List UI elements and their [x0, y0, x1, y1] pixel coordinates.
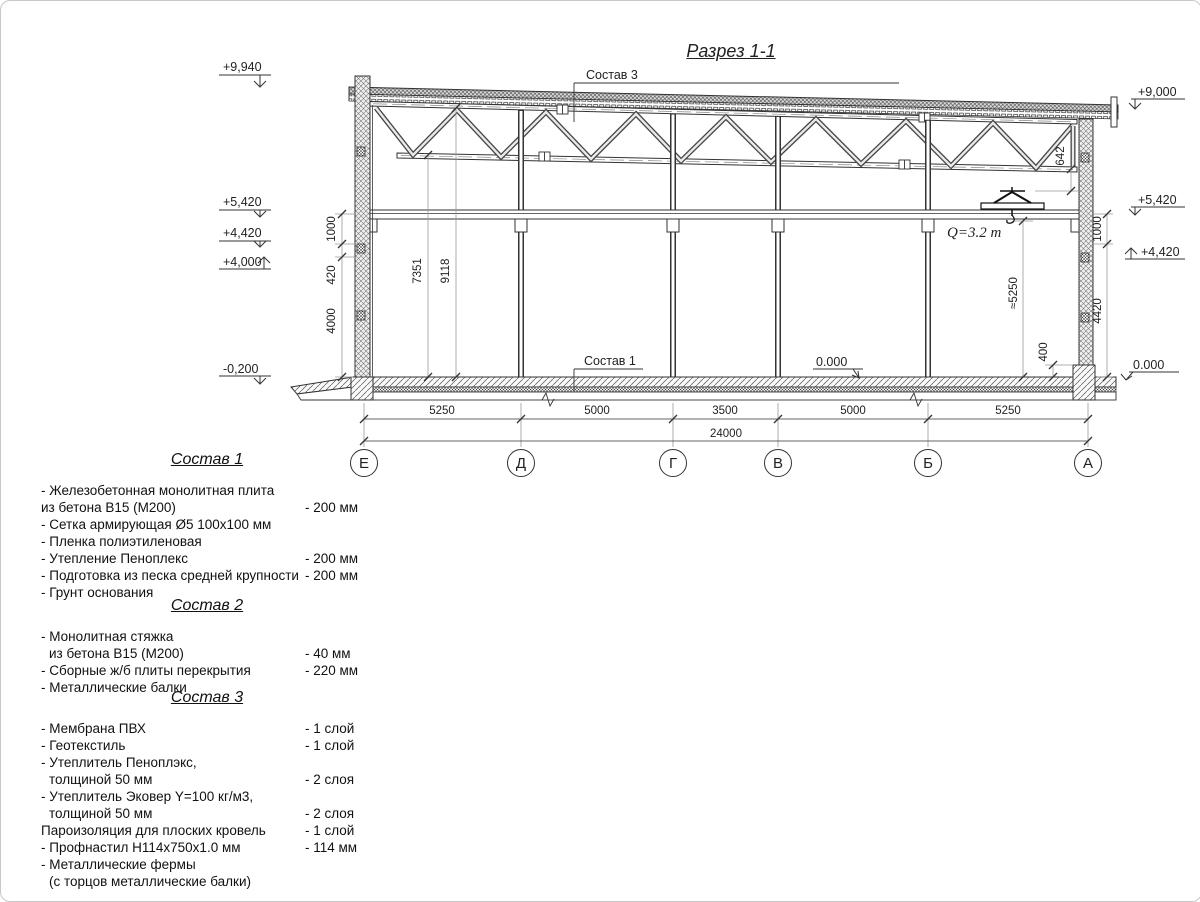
total-dim: 24000: [710, 428, 742, 440]
item-text: из бетона В15 (М200): [41, 500, 176, 515]
item-text: - Грунт основания: [41, 585, 154, 600]
dim-420-left: 420: [326, 265, 338, 285]
item-value: - 200 мм: [305, 551, 359, 566]
dim-400-right: 400: [1038, 342, 1050, 362]
leader-sostav1-text: Состав 1: [584, 354, 636, 368]
elev-9940: +9,940: [223, 60, 262, 74]
item-value: - 114 мм: [305, 840, 358, 855]
left-dim-chain: [326, 210, 355, 381]
list-item: [41, 628, 373, 662]
item-text: - Сборные ж/б плиты перекрытия: [41, 663, 251, 678]
grid-axis-label: Е: [358, 455, 370, 472]
item-value: - 1 слой: [305, 823, 355, 838]
composition-list-3: [41, 689, 373, 890]
list-item: [41, 737, 373, 754]
dim-7351: 7351: [412, 258, 424, 284]
dim-9118: 9118: [440, 258, 452, 284]
span-dim: 5000: [840, 405, 866, 417]
list-item: [41, 567, 373, 584]
item-text: - Подготовка из песка средней крупности: [41, 568, 299, 583]
item-text: - Железобетонная монолитная плита: [41, 483, 275, 498]
item-value: - 40 мм: [305, 646, 351, 661]
list-item: [41, 720, 373, 737]
right-dim-chain: [1038, 210, 1113, 381]
grid-axis-label: Д: [515, 455, 527, 472]
item-text: толщиной 50 мм: [49, 772, 153, 787]
dim-1000-left: 1000: [326, 216, 338, 242]
page-title: Разрез 1-1: [686, 41, 776, 61]
list-item: [41, 822, 373, 839]
item-value: - 1 слой: [305, 738, 355, 753]
item-value: - 2 слоя: [305, 772, 355, 787]
item-value: - 220 мм: [305, 663, 359, 678]
floor-level-mark: [813, 355, 863, 378]
composition-title: Состав 3: [170, 689, 244, 706]
elevation-marks-left: [219, 60, 271, 384]
item-text: Пароизоляция для плоских кровель: [41, 823, 266, 838]
item-text: (с торцов металлические балки): [49, 874, 251, 889]
item-text: - Металлические балки: [41, 680, 187, 695]
item-text: - Утеплитель Эковер Y=100 кг/м3,: [41, 789, 254, 804]
item-text: - Металлические фермы: [41, 857, 196, 872]
dim-hook-height: ≈5250: [1008, 277, 1020, 309]
composition-list-1: [41, 451, 373, 601]
crane-capacity-label: Q=3.2 т: [947, 225, 1002, 241]
elev-4000-left: +4,000: [223, 255, 262, 269]
item-value: - 200 мм: [305, 568, 359, 583]
list-item: [41, 856, 373, 890]
floor-level-text: 0.000: [816, 355, 848, 369]
leader-sostav3-text: Состав 3: [586, 68, 638, 82]
list-item: [41, 533, 373, 550]
right-wall: [1079, 119, 1093, 379]
left-wall: [355, 76, 373, 379]
item-text: - Профнастил Н114х750х1.0 мм: [41, 840, 241, 855]
span-dim: 5250: [995, 405, 1021, 417]
grid-axis-label: Г: [668, 455, 678, 472]
composition-title: Состав 2: [170, 597, 244, 614]
item-value: - 2 слоя: [305, 806, 355, 821]
item-text: - Мембрана ПВХ: [41, 721, 146, 736]
dim-4000-left: 4000: [326, 308, 338, 334]
elev-0000-right: 0.000: [1133, 358, 1165, 372]
item-text: - Геотекстиль: [41, 738, 126, 753]
list-item: [41, 662, 373, 679]
floor-slab: [291, 365, 1116, 406]
section-drawing: [1, 1, 1200, 491]
item-text: - Пленка полиэтиленовая: [41, 534, 202, 549]
grid-axis-label: А: [1082, 455, 1094, 472]
item-text: - Утеплитель Пеноплэкс,: [41, 755, 197, 770]
elev-5420-right: +5,420: [1138, 193, 1177, 207]
span-dim: 3500: [712, 405, 738, 417]
list-item: [41, 516, 373, 533]
item-text: - Монолитная стяжка: [41, 629, 174, 644]
list-item: [41, 754, 373, 788]
elevation-marks-right: [1121, 85, 1185, 380]
foundation-left: [351, 377, 373, 400]
list-item: [41, 550, 373, 567]
elev-4420-right: +4,420: [1141, 245, 1180, 259]
elev-5420-left: +5,420: [223, 195, 262, 209]
grid-axis-label: В: [772, 455, 784, 472]
item-text: из бетона В15 (М200): [49, 646, 184, 661]
roof-fascia: [1111, 97, 1117, 127]
composition-list-2: [41, 597, 373, 696]
dim-642: 642: [1055, 146, 1067, 166]
grid-axis-label: Б: [923, 455, 933, 472]
item-text: - Утепление Пеноплекс: [41, 551, 188, 566]
elev-4420-left: +4,420: [223, 226, 262, 240]
hook-height-dim: [1008, 217, 1033, 381]
list-item: [41, 482, 373, 516]
elev-9000: +9,000: [1138, 85, 1177, 99]
item-text: толщиной 50 мм: [49, 806, 153, 821]
item-text: - Сетка армирующая Ø5 100х100 мм: [41, 517, 272, 532]
list-item: [41, 788, 373, 822]
item-value: - 1 слой: [305, 721, 355, 736]
list-item: [41, 839, 373, 856]
dim-4420-right: 4420: [1092, 298, 1104, 324]
grid-bubbles: [351, 450, 1102, 477]
item-value: - 200 мм: [305, 500, 359, 515]
elev-minus0200: -0,200: [223, 362, 259, 376]
dim-1000-right: 1000: [1092, 216, 1104, 242]
composition-title: Состав 1: [170, 451, 244, 468]
span-dim: 5000: [584, 405, 610, 417]
span-dim: 5250: [429, 405, 455, 417]
foundation-right: [1073, 365, 1095, 400]
